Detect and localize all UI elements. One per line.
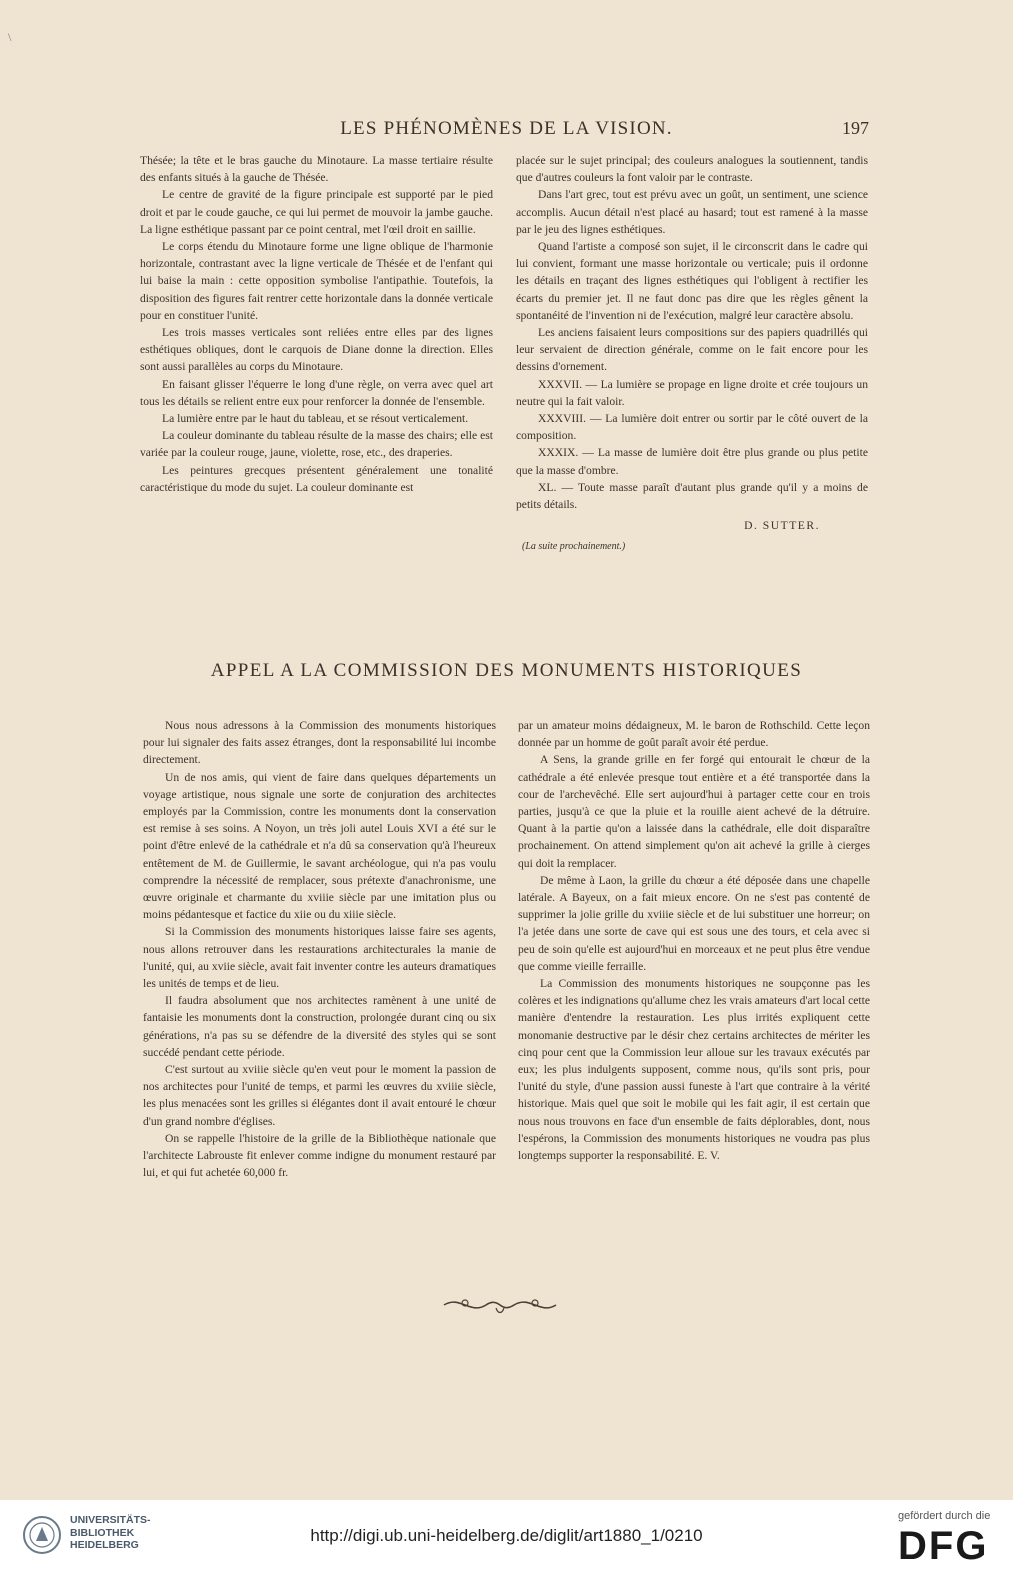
paragraph: Si la Commission des monuments historiques laisse faire ses agents, nous allons retrouver dans les restaurations architecturales la manie de l'unité, qui, au xviie siècle, avait fait inventer contre les auteurs dramatiques les unités de temps et de lieu. — [143, 925, 496, 991]
running-title: LES PHÉNOMÈNES DE LA VISION. — [340, 118, 673, 139]
paragraph: On se rappelle l'histoire de la grille de la Bibliothèque nationale que l'architecte Labrouste fit enlever comme indigne du monument restauré par lui, et qui fut achetée 60,000 fr. — [143, 1131, 496, 1180]
paragraph: XL. — Toute masse paraît d'autant plus grande qu'il y a moins de petits détails. — [516, 480, 868, 512]
paragraph: C'est surtout au xviiie siècle qu'en veut pour le moment la passion de nos architectes pour l'unité de temps, et parmi les œuvres du xviiie siècle, les plus menacées sont les grilles si élégantes dont il avait entouré le chœur d'un grand nombre d'églises. — [143, 1063, 496, 1128]
paragraph: La lumière entre par le haut du tableau, et se résout verticalement. — [162, 412, 469, 426]
page-number: 197 — [842, 118, 869, 138]
footer-bar — [0, 1500, 1013, 1579]
paragraph: A Sens, la grande grille en fer forgé qui entourait le chœur de la cathédrale a été enlevée presque tout entière et a été transportée dans la cour de l'archevêché. Elle sert aujourd'hui à partager cette cour en trois parties, jusqu'à ce que la pluie et la rouille aient achevé de la détruire. Quant à la partie qu'on a laissée dans la cathédrale, elle doit disparaître prochainement. On attend simplement qu'on ait achevé la grille à cierges qui doit la remplacer. — [518, 753, 870, 870]
paragraph: placée sur le sujet principal; des couleurs analogues la soutiennent, tandis que d'autres couleurs la font valoir par le contraste. — [516, 154, 868, 185]
paragraph: Nous nous adressons à la Commission des monuments historiques pour lui signaler des faits assez étranges, dont la responsabilité lui incombe directement. — [143, 719, 496, 767]
institution-line: UNIVERSITÄTS- — [70, 1514, 151, 1526]
paragraph: Un de nos amis, qui vient de faire dans quelques départements un voyage artistique, nous signale une sorte de conjuration des architectes employés par la Commission, contre les monuments dont la conservation est remise à ses soins. A Noyon, un très joli autel Louis XVI a été sur le point d'être enlevé de la cathédrale et n'a dû sa conservation qu'à l'heureux entêtement de M. de Guillermie, le savant archéologue, qui n'a pas voulu comprendre la nécessité de remplacer, sous prétexte d'anachronisme, une œuvre originale et charmante du xviiie siècle par une imitation plus ou moins pédantesque et factice du xiie ou du xiiie siècle. — [143, 770, 496, 922]
article1-column-left — [140, 152, 493, 496]
page-url-link[interactable]: http://digi.ub.uni-heidelberg.de/diglit/art1880_1/0210 — [310, 1526, 703, 1545]
institution-line: BIBLIOTHEK — [70, 1526, 135, 1539]
article2-column-left — [143, 717, 496, 1181]
paragraph: En faisant glisser l'équerre le long d'une règle, on verra avec quel art tous les détails se relient entre eux pour renforcer la donnée de l'ensemble. — [140, 377, 493, 408]
paragraph: Les anciens faisaient leurs compositions sur des papiers quadrillés qui leur servaient de direction générale, comme on le fait encore pour les dessins d'ornement. — [516, 326, 868, 374]
ornament-icon — [440, 1290, 560, 1320]
paragraph: Dans l'art grec, tout est prévu avec un goût, un sentiment, une science accomplis. Aucun détail n'est placé au hasard; tout est ramené à la masse par le jeu des lignes esthétiques. — [516, 188, 868, 236]
article-title: APPEL A LA COMMISSION DES MONUMENTS HISTORIQUES — [210, 660, 803, 681]
paragraph: Le centre de gravité de la figure principale est supporté par le pied droit et par le coude gauche, ce qui lui permet de mouvoir la jambe gauche. La ligne esthétique passant par ce point central, met l'œil droit en saillie. — [140, 188, 493, 236]
paragraph: XXXVIII. — La lumière doit entrer ou sortir par le côté ouvert de la composition. — [516, 412, 868, 443]
paragraph: La Commission des monuments historiques ne soupçonne pas les colères et les indignations qu'allume chez les vrais amateurs d'art local cette manière d'entendre la restauration. Les plus irrités expliquent cette monomanie destructive par le désir chez certains architectes de mériter les cinq pour cent que la Commission leur alloue sur les travaux exécutés par eux; les plus indulgents supposent, comme nous, qu'ils sont pris, pour l'unité du style, d'une passion aussi funeste à l'art que contraire à la vérité historique. Mais quel que soit le mobile qui les fait agir, il est certain que nous nous trouvons en face d'un ensemble de faits déplorables, dont, nous l'espérons, la Commission des monuments historiques ne voudra pas plus longtemps supporter la responsabilité. E. V. — [518, 977, 870, 1163]
paragraph: Les trois masses verticales sont reliées entre elles par des lignes esthétiques obliques, dont le carquois de Diane donne la direction. Elles sont aussi parallèles au corps du Minotaure. — [140, 326, 493, 374]
author-signature: D. SUTTER. — [744, 519, 820, 533]
paragraph: XXXIX. — La masse de lumière doit être plus grande ou plus petite que la masse d'ombre. — [516, 446, 868, 477]
institution-line: HEIDELBERG — [70, 1539, 139, 1551]
paragraph: Thésée; la tête et le bras gauche du Minotaure. La masse tertiaire résulte des enfants situés à la gauche de Thésée. — [140, 154, 493, 185]
paragraph: La couleur dominante du tableau résulte de la masse des chairs; elle est variée par la couleur rouge, jaune, violette, rose, etc., des draperies. — [140, 429, 493, 460]
corner-mark: \ — [8, 30, 12, 44]
paragraph: De même à Laon, la grille du chœur a été déposée dans une chapelle latérale. A Bayeux, on a fait mieux encore. On ne s'est pas contenté de supprimer la jolie grille du xviiie siècle et de lui substituer une horreur; on l'a jetée dans une sorte de cave qui est sous une des tours, et cela avec si peu de soin qu'elle est aujourd'hui en morceaux et ne peut plus être vendue que comme vieille ferraille. — [518, 873, 870, 973]
paragraph: Il faudra absolument que nos architectes ramènent à une unité de fantaisie les monuments dont la construction, prolongée durant cinq ou six générations, n'a pas su se défendre de la diversité des styles qui se sont succédé pendant cette période. — [143, 994, 496, 1059]
paragraph: XXXVII. — La lumière se propage en ligne droite et crée toujours un neutre qui la fait valoir. — [516, 377, 868, 408]
paragraph: Les peintures grecques présentent généralement une tonalité caractéristique du mode du sujet. La couleur dominante est — [140, 463, 493, 494]
paragraph: par un amateur moins dédaigneux, M. le baron de Rothschild. Cette leçon donnée par un homme de goût paraît avoir été perdue. — [518, 719, 870, 750]
article2-column-right — [518, 717, 870, 1164]
funded-by-label: gefördert durch die — [898, 1510, 991, 1522]
dfg-logo: DFG — [898, 1524, 989, 1568]
continued-note: (La suite prochainement.) — [522, 541, 626, 553]
article1-column-right — [516, 152, 868, 556]
paragraph: Quand l'artiste a composé son sujet, il le circonscrit dans le cadre qui lui convient, formant une masse horizontale ou verticale; puis il ordonne les détails en traçant des lignes esthétiques qui l'obligent à rectifier les écarts du premier jet. Il ne faut donc pas dire que les règles gênent la spontanéité de l'invention ni de l'exécution, malgré leur caractère absolu. — [516, 240, 868, 322]
paragraph: Le corps étendu du Minotaure forme une ligne oblique de l'harmonie horizontale, contrastant avec la ligne verticale de Thésée et de l'enfant qui lui baise la main : cette opposition symbolise l'antipathie. Toutefois, la disposition des figures fait rentrer cette horizontale dans la donnée verticale pour en constituer l'unité. — [140, 240, 493, 322]
